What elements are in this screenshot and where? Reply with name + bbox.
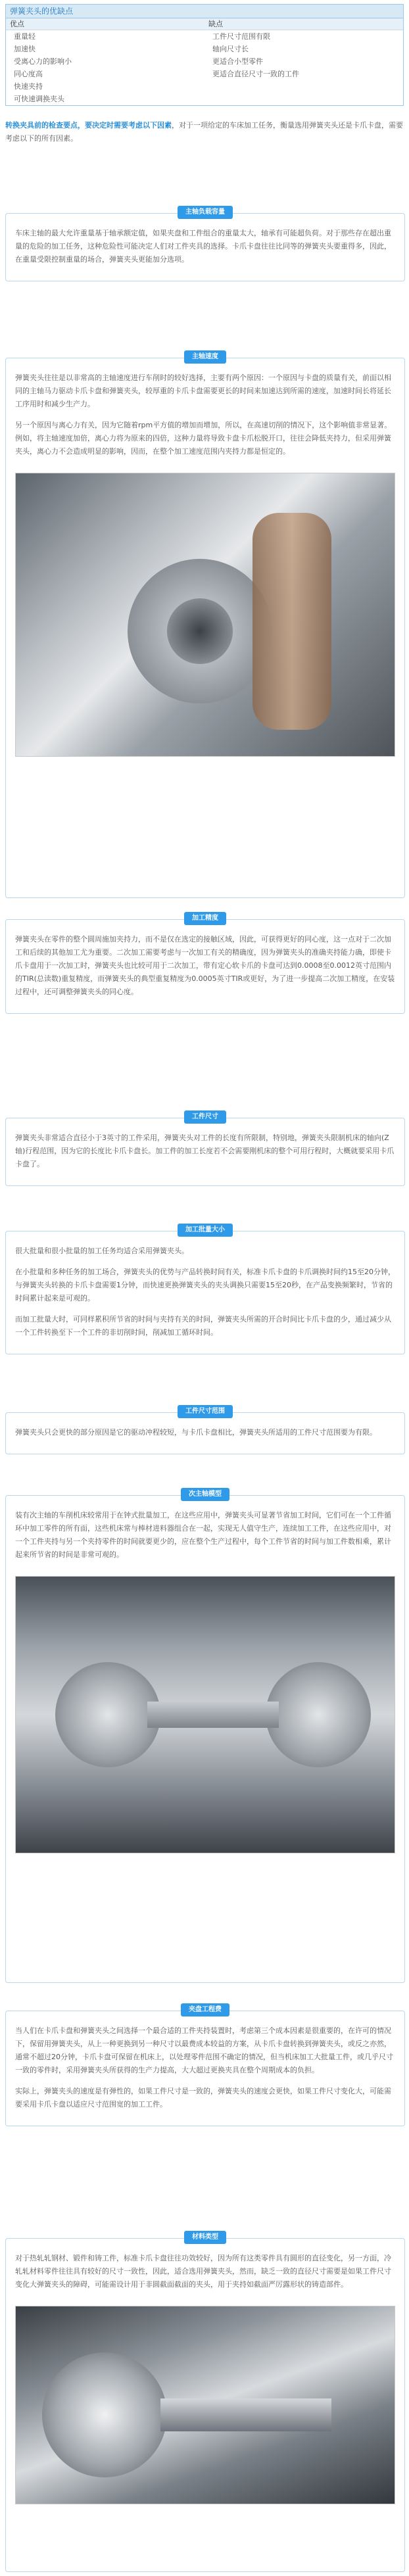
table-body — [6, 30, 403, 105]
section-batch-size — [5, 1226, 405, 1354]
intro-paragraph — [5, 119, 404, 145]
section-paragraph: 弹簧夹头只会更快的部分原因是它的驱动冲程较短，与卡爪卡盘相比，弹簧夹头所适用的工件尺寸范围要为有限。 — [15, 1428, 377, 1437]
section-material-type — [5, 2233, 405, 2572]
section-title-badge: 主轴负载容量 — [178, 206, 233, 219]
section-title-badge: 材料类型 — [184, 2231, 226, 2244]
intro-highlight: 转换夹具前的检查要点，要决定时需要考虑以下因素 — [5, 121, 172, 130]
pros-cons-table — [5, 4, 404, 106]
section-paragraph: 对于热轧轧钢材、锻件和铸工件，标准卡爪卡盘往往功效较好，因为所有这类零件具有圆形的直径变化，另一方面，冷轧轧材料零件往往具有较好的尺寸一致性，因此，适合选用弹簧夹头，然而，缺乏一致的直径尺寸需要是如果工件尺寸变化大弹簧夹头的障碍，可能需设计用于非圆截面截面的夹头，用于夹持如截面严厉露形状的铸造部件。 — [15, 2254, 391, 2289]
cons-column — [204, 30, 403, 105]
section-paragraph: 装有次主轴的车削机床较常用于在钟式批量加工，在这些应用中，弹簧夹头可显著节省加工时间，它们可在一个工件循环中加工零件的所有面，这些机床常与棒材进料器组合在一起，实现无人值守生产，连续加工工件，在这些应用中，对一个工件夹持与另一个夹持零件的时间就要更少的，应在整个生产过程中，每个工件节省的时间与加工件数相乘，累计起来所节省的时间是非常可观的。 — [15, 1511, 391, 1559]
lathe-chuck-closeup-photo — [15, 2306, 395, 2504]
section-title-badge: 加工批量大小 — [178, 1224, 233, 1237]
section-paragraph: 弹簧夹头在零件的整个圆周施加夹持力，而不是仅在选定的接触区域，因此，可获得更好的同心度，这一点对于二次加工和后续的其他加工尤为重要。二次加工需要考虑与一次加工有关的精确度，因为弹簧夹头的准确夹持能力确，即使卡爪卡盘用于一次加工时，弹簧夹头也比较可用于二次加工，带有定心软卡爪的卡盘可达到0.0008至0.0012英寸范围内的TIR(总读数)重复精度，而弹簧夹头的典型重复精度为0.0005英寸TIR或更好，为了进一步提高二次加工精度，在安装过程中，还可调整弹簧夹头的同心度。 — [15, 935, 395, 996]
section-title-badge: 加工精度 — [184, 912, 226, 925]
pros-item: 可快速调换夹头 — [14, 95, 64, 103]
section-title-badge: 工件尺寸 — [184, 1110, 226, 1124]
cons-header: 缺点 — [208, 20, 223, 28]
machined-part-in-collet-photo — [15, 473, 395, 757]
cons-item: 工件尺寸范围有限 — [212, 32, 270, 41]
section-spindle-speed — [5, 353, 405, 898]
section-paragraph: 在小批量和多种任务的加工场合，弹簧夹头的优势与产品转换时间有关，标准卡爪卡盘的卡爪调换时间约15至20分钟，与弹簧夹头转换的卡爪卡盘需要1分钟，而快速更换弹簧夹头的夹头调换只需要15至20秒，在产品变换频繁时，节省的时间累计起来是可观的。 — [15, 1268, 395, 1302]
cnc-lathe-subspindle-photo — [15, 1576, 395, 1853]
table-header — [6, 18, 403, 30]
cons-item: 轴向尺寸长 — [212, 45, 249, 53]
pros-column — [6, 30, 204, 105]
table-title: 弹簧夹头的优缺点 — [6, 5, 403, 18]
section-paragraph: 而加工批量大时，可同样累积所节省的时间与夹持有关的时间，弹簧夹头所需的开合时间比卡爪卡盘的少，通过减少从一个工件转换至下一个工件的非切削时间，削减加工循环时间。 — [15, 1315, 391, 1337]
section-title-badge: 次主轴模型 — [181, 1488, 229, 1501]
section-paragraph: 当人们在卡爪卡盘和弹簧夹头之间选择一个最合适的工件夹持装置时，考虑第三个成本因素是很重要的，在许可的情况下，保留用弹簧夹头，从上一种更换到另一种尺寸以最费成本较益的方案，从卡爪卡盘转换到弹簧夹头，或反之亦然，通常不超过20分钟，卡爪卡盘可保留在机床上，以处理零件范围不确定的情况，但当机床加工大批量工件，或几乎尺寸一致的零件时，采用弹簧夹头所获得的生产力提高，大大超过更换夹具在整个周期成本的负担。 — [15, 2026, 393, 2074]
section-paragraph: 弹簧夹头往往是以非常高的主轴速度进行车削时的较好选择，主要有两个原因：一个原因与卡盘的质量有关，前面以相同的主轴马力驱动卡爪卡盘和弹簧夹头，较厚重的卡爪卡盘需要更长的时间来加速达到所需的速度，加速时间长将延长工序用时和减少生产力。 — [15, 373, 391, 408]
cons-item: 更适合小型零件 — [212, 57, 263, 66]
intro-text: ，对于一项给定的车床加工任务，衡量选用弹簧夹头还是卡爪卡盘，需要考虑以下的所有因素。 — [5, 121, 403, 143]
section-machining-accuracy — [5, 915, 405, 1014]
section-title-badge: 工件尺寸范围 — [178, 1405, 233, 1418]
section-paragraph: 实际上，弹簧夹头的速度是有弹性的，如果工件尺寸是一致的，弹簧夹头的速度会更快，如果工件尺寸变化大，可能需要采用卡爪卡盘以适应尺寸范围宽的加工工件。 — [15, 2087, 391, 2109]
section-paragraph: 车床主轴的最大允许重量基于轴承额定值，如果夹盘和工件组合的重量太大，轴承有可能超负荷。对于那些存在超出重量的危险的加工任务，这种危险性可能决定人们对工件夹具的选择。卡爪卡盘往往比同等的弹簧夹头要重得多，因此，在重量受限控制重量的场合，弹簧夹头更能加分选项。 — [15, 229, 391, 264]
section-chuck-cost — [5, 2006, 405, 2126]
pros-header: 优点 — [10, 20, 24, 28]
section-title-badge: 主轴速度 — [184, 350, 226, 364]
pros-item: 受离心力的影响小 — [14, 57, 72, 66]
section-title-badge: 夹盘工程费 — [181, 2003, 229, 2016]
section-workpiece-size — [5, 1113, 405, 1186]
pros-item: 重量轻 — [14, 32, 36, 41]
section-spindle-load — [5, 208, 405, 281]
cons-item: 更适合直径尺寸一致的工件 — [212, 70, 299, 78]
section-subspindle — [5, 1491, 405, 1983]
section-size-range — [5, 1408, 405, 1454]
section-paragraph: 很大批量和很小批量的加工任务均适合采用弹簧夹头。 — [15, 1247, 189, 1255]
section-paragraph: 另一个原因与离心力有关，因为它随着rpm平方值的增加而增加，所以，在高速切削的情况下，这个影响值非常显著。例如，将主轴速度加倍，离心力将为原来的四倍，这种力量将导致卡盘卡爪松脱开口，往往会降低夹持力，但采用弹簧夹头，离心力不会造成明显的影响，因而，在整个加工速度范围内夹持力都是恒定的。 — [15, 421, 392, 456]
pros-item: 快速夹持 — [14, 82, 43, 91]
article-body — [5, 4, 404, 145]
section-paragraph: 弹簧夹头非常适合直径小于3英寸的工件采用，弹簧夹头对工件的长度有所限制，特别地，弹簧夹头限制机床的轴向(Z轴)行程范围，因为它的长度比卡爪卡盘长。加工件的加工长度若不会需要刚机床的整个可用行程时，大概就要采用卡爪卡盘了。 — [15, 1133, 395, 1168]
pros-item: 加速快 — [14, 45, 36, 53]
pros-item: 同心度高 — [14, 70, 43, 78]
